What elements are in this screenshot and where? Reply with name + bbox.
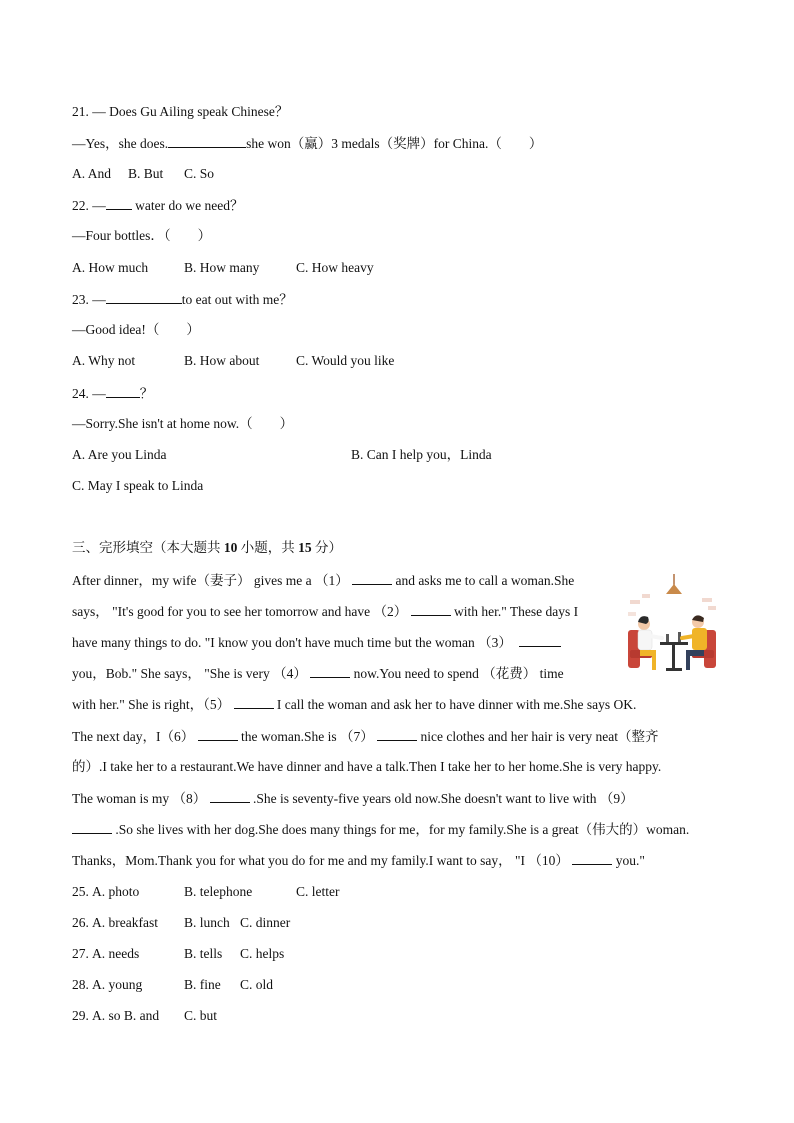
choice-row-27 [72,945,284,963]
choice-28-a[interactable]: A. young [92,977,143,992]
blank-5[interactable] [234,695,274,709]
passage-line-3 [72,633,561,652]
q24-q-after: ？ [139,386,154,401]
q24-answer: —Sorry.She isn't at home now.（ ） [72,416,294,431]
choice-row-26 [72,914,290,932]
q24-option-b[interactable]: B. Can I help you，Linda [351,447,492,462]
q22-option-a[interactable]: A. How much [72,260,149,275]
blank-2[interactable] [411,602,451,616]
choice-26-a[interactable]: A. breakfast [92,915,158,930]
blank-9[interactable] [72,820,112,834]
passage-line-4 [72,664,564,683]
passage-text: nice clothes and her hair is very neat（整齐 [417,729,659,744]
q22-blank[interactable] [106,196,132,210]
passage-text: with her." She is right，（5） [72,697,231,712]
blank-3[interactable] [519,633,561,647]
q23-q-before: 23. — [72,292,106,307]
passage-line-10 [72,851,645,870]
choice-29-c[interactable]: C. but [184,1008,218,1023]
passage-text: I call the woman and ask her to have dinner with me.She says OK. [273,697,637,712]
q21-option-a[interactable]: A. And [72,166,112,181]
choice-25-c[interactable]: C. letter [296,884,340,899]
q21-answer-after: she won（赢）3 medals（奖牌）for China.（ ） [246,136,543,151]
passage-line-9 [72,820,689,839]
passage-line-8 [72,789,634,808]
q22-options [72,259,374,277]
choice-number: 28. [72,977,89,992]
q22-q-after: water do we need？ [131,198,244,213]
choice-number: 25. [72,884,89,899]
q23-option-a[interactable]: A. Why not [72,353,136,368]
restaurant-dinner-illustration [622,572,722,680]
passage-line-5 [72,695,636,714]
q21-option-b[interactable]: B. But [128,166,164,181]
choice-number: 29. [72,1008,89,1023]
choice-29-a-b[interactable]: A. so B. and [92,1008,160,1023]
q21-options [72,165,214,183]
choice-25-b[interactable]: B. telephone [184,884,253,899]
q21-question: 21. — Does Gu Ailing speak Chinese？ [72,104,289,119]
q22-q-before: 22. — [72,198,106,213]
blank-6[interactable] [198,727,238,741]
section-3-score: 15 [298,540,312,555]
passage-text: says， "It's good for you to see her tomorrow and have （2） [72,604,408,619]
q21-answer [72,134,542,153]
choice-28-c[interactable]: C. old [240,977,274,992]
q21-option-c[interactable]: C. So [184,166,215,181]
q23-option-b[interactable]: B. How about [184,353,260,368]
passage-text: .So she lives with her dog.She does many things for me，for my family.She is a great（伟大的）woman. [112,822,690,837]
section-3-prefix: 三、完形填空（本大题共 [72,540,224,555]
q24-options-row2 [72,477,203,495]
blank-8[interactable] [210,789,250,803]
q22-question [72,196,243,215]
blank-7[interactable] [377,727,417,741]
passage-text: After dinner，my wife（妻子） gives me a （1） [72,573,349,588]
q22-option-b[interactable]: B. How many [184,260,260,275]
q24-q-before: 24. — [72,386,106,401]
choice-row-29 [72,1007,217,1025]
passage-line-7: 的）.I take her to a restaurant.We have dinner and have a talk.Then I take her to her home.She is very happy. [72,759,662,774]
passage-text: The woman is my （8） [72,791,207,806]
q23-question [72,290,293,309]
q22-option-c[interactable]: C. How heavy [296,260,374,275]
choice-28-b[interactable]: B. fine [184,977,221,992]
passage-text: Thanks，Mom.Thank you for what you do for me and my family.I want to say， "I （10） [72,853,569,868]
passage-text: you，Bob." She says， "She is very （4） [72,666,307,681]
q22-answer: —Four bottles．（ ） [72,228,212,243]
passage-text: the woman.She is （7） [237,729,374,744]
choice-26-c[interactable]: C. dinner [240,915,291,930]
q24-option-c[interactable]: C. May I speak to Linda [72,478,204,493]
section-3-title [72,539,342,557]
q24-option-a[interactable]: A. Are you Linda [72,447,167,462]
choice-number: 27. [72,946,89,961]
q23-options [72,352,394,370]
q23-option-c[interactable]: C. Would you like [296,353,395,368]
q21-blank[interactable] [168,134,246,148]
passage-line-2 [72,602,578,621]
passage-text: now.You need to spend （花费） time [350,666,564,681]
section-3-suffix: 分） [311,540,342,555]
blank-4[interactable] [310,664,350,678]
section-3-mid: 小题，共 [237,540,299,555]
blank-1[interactable] [352,571,392,585]
passage-text: The next day，I（6） [72,729,195,744]
passage-text: .She is seventy-five years old now.She doesn't want to live with （9） [249,791,634,806]
choice-27-c[interactable]: C. helps [240,946,285,961]
q23-blank[interactable] [106,290,182,304]
choice-27-a[interactable]: A. needs [92,946,140,961]
q23-q-after: to eat out with me？ [181,292,293,307]
q24-options-row1 [72,446,492,464]
passage-text: have many things to do. "I know you don't have much time but the woman （3） [72,635,512,650]
passage-line-6 [72,727,659,746]
choice-row-28 [72,976,273,994]
passage-text: with her." These days I [450,604,579,619]
choice-26-b[interactable]: B. lunch [184,915,230,930]
section-3-count: 10 [223,540,238,555]
passage-text: you." [612,853,645,868]
q24-question [72,384,153,403]
passage-text: and asks me to call a woman.She [392,573,575,588]
choice-number: 26. [72,915,89,930]
choice-row-25 [72,883,340,901]
q21-answer-before: —Yes，she does. [72,136,169,151]
q23-answer: —Good idea!（ ） [72,322,200,337]
choice-27-b[interactable]: B. tells [184,946,223,961]
blank-10[interactable] [572,851,612,865]
choice-25-a[interactable]: A. photo [92,884,140,899]
passage-line-1 [72,571,574,590]
q24-blank[interactable] [106,384,140,398]
